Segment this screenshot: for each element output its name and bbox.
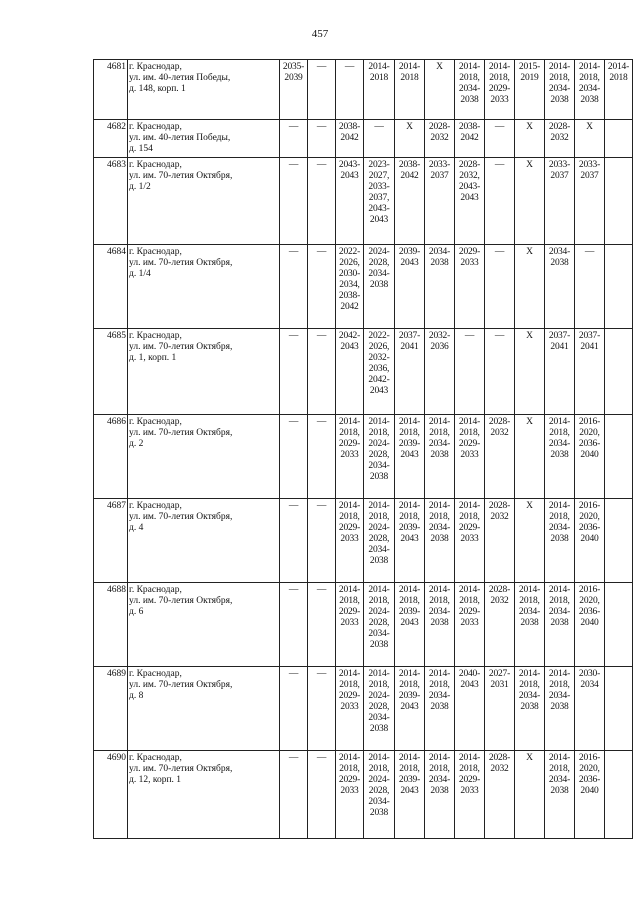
period-cell	[605, 751, 633, 839]
table-row	[94, 415, 633, 499]
period-cell: 2014- 2018, 2034- 2038	[545, 751, 575, 839]
row-id-cell: 4686	[94, 415, 128, 499]
table-row	[94, 120, 633, 158]
period-cell: 2014- 2018, 2034- 2038	[545, 415, 575, 499]
period-cell: 2034- 2038	[425, 245, 455, 329]
period-cell: 2037- 2041	[545, 329, 575, 415]
period-cell: —	[455, 329, 485, 415]
address-cell: г. Краснодар, ул. им. 70-летия Октября, д. 8	[128, 667, 280, 751]
row-id-cell: 4685	[94, 329, 128, 415]
row-id-cell: 4689	[94, 667, 128, 751]
period-cell: —	[280, 583, 308, 667]
period-cell: 2014- 2018, 2039- 2043	[395, 583, 425, 667]
period-cell: —	[280, 329, 308, 415]
row-id-cell: 4682	[94, 120, 128, 158]
period-cell: —	[485, 120, 515, 158]
period-cell: X	[515, 120, 545, 158]
address-cell: г. Краснодар, ул. им. 70-летия Октября, д. 1/2	[128, 158, 280, 245]
period-cell: 2014- 2018, 2029- 2033	[336, 415, 364, 499]
period-cell: X	[425, 60, 455, 120]
period-cell: 2028- 2032	[485, 751, 515, 839]
period-cell: —	[575, 245, 605, 329]
period-cell: 2014- 2018, 2029- 2033	[455, 583, 485, 667]
table-row	[94, 751, 633, 839]
period-cell: —	[308, 120, 336, 158]
period-cell: 2023- 2027, 2033- 2037, 2043- 2043	[364, 158, 395, 245]
period-cell: 2014- 2018, 2034- 2038	[425, 415, 455, 499]
period-cell: —	[308, 415, 336, 499]
row-id-cell: 4687	[94, 499, 128, 583]
register-table	[93, 59, 633, 839]
period-cell: 2014- 2018, 2034- 2038	[455, 60, 485, 120]
period-cell: 2014- 2018, 2024- 2028, 2034- 2038	[364, 751, 395, 839]
period-cell: 2016- 2020, 2036- 2040	[575, 751, 605, 839]
period-cell: 2014- 2018, 2034- 2038	[425, 499, 455, 583]
period-cell: 2014- 2018, 2029- 2033	[336, 499, 364, 583]
period-cell: —	[308, 499, 336, 583]
period-cell: —	[280, 751, 308, 839]
period-cell: 2014- 2018, 2029- 2033	[455, 751, 485, 839]
address-cell: г. Краснодар, ул. им. 70-летия Октября, д. 1, корп. 1	[128, 329, 280, 415]
row-id-cell: 4688	[94, 583, 128, 667]
table-row	[94, 158, 633, 245]
period-cell	[605, 499, 633, 583]
period-cell: 2014- 2018, 2029- 2033	[336, 751, 364, 839]
period-cell: X	[515, 329, 545, 415]
period-cell: 2014- 2018, 2034- 2038	[545, 583, 575, 667]
period-cell: 2038- 2042	[395, 158, 425, 245]
period-cell: —	[308, 245, 336, 329]
period-cell: 2042- 2043	[336, 329, 364, 415]
period-cell: 2033- 2037	[575, 158, 605, 245]
period-cell: X	[515, 245, 545, 329]
period-cell: —	[308, 751, 336, 839]
row-id-cell: 4683	[94, 158, 128, 245]
period-cell: —	[280, 245, 308, 329]
period-cell	[605, 245, 633, 329]
table-row	[94, 245, 633, 329]
period-cell: 2016- 2020, 2036- 2040	[575, 583, 605, 667]
table-row	[94, 60, 633, 120]
period-cell: 2014- 2018, 2024- 2028, 2034- 2038	[364, 499, 395, 583]
period-cell: 2014- 2018, 2034- 2038	[425, 667, 455, 751]
period-cell: X	[515, 751, 545, 839]
period-cell: 2016- 2020, 2036- 2040	[575, 499, 605, 583]
period-cell: 2035- 2039	[280, 60, 308, 120]
table-row	[94, 329, 633, 415]
period-cell: 2037- 2041	[575, 329, 605, 415]
address-cell: г. Краснодар, ул. им. 70-летия Октября, д. 4	[128, 499, 280, 583]
period-cell: 2014- 2018, 2024- 2028, 2034- 2038	[364, 415, 395, 499]
period-cell: —	[485, 158, 515, 245]
period-cell: 2014- 2018, 2034- 2038	[425, 751, 455, 839]
period-cell: —	[280, 120, 308, 158]
period-cell: 2038- 2042	[336, 120, 364, 158]
period-cell	[605, 120, 633, 158]
period-cell: 2014- 2018, 2034- 2038	[515, 583, 545, 667]
period-cell: 2014- 2018, 2029- 2033	[455, 499, 485, 583]
period-cell: —	[280, 415, 308, 499]
period-cell: 2039- 2043	[395, 245, 425, 329]
period-cell: 2014- 2018, 2034- 2038	[515, 667, 545, 751]
table-row	[94, 499, 633, 583]
row-id-cell: 4681	[94, 60, 128, 120]
period-cell: X	[515, 499, 545, 583]
table-row	[94, 583, 633, 667]
period-cell: 2014- 2018, 2034- 2038	[575, 60, 605, 120]
period-cell: —	[485, 245, 515, 329]
period-cell: 2014- 2018	[605, 60, 633, 120]
period-cell: 2027- 2031	[485, 667, 515, 751]
period-cell: 2029- 2033	[455, 245, 485, 329]
page-number: 457	[311, 28, 329, 40]
period-cell: 2014- 2018, 2029- 2033	[455, 415, 485, 499]
period-cell: 2024- 2028, 2034- 2038	[364, 245, 395, 329]
period-cell: 2028- 2032	[425, 120, 455, 158]
period-cell: 2014- 2018, 2024- 2028, 2034- 2038	[364, 583, 395, 667]
period-cell: 2032- 2036	[425, 329, 455, 415]
period-cell: 2028- 2032	[485, 499, 515, 583]
period-cell: —	[308, 158, 336, 245]
address-cell: г. Краснодар, ул. им. 70-летия Октября, д. 6	[128, 583, 280, 667]
address-cell: г. Краснодар, ул. им. 70-летия Октября, д. 1/4	[128, 245, 280, 329]
period-cell: 2022- 2026, 2030- 2034, 2038- 2042	[336, 245, 364, 329]
period-cell: 2014- 2018, 2034- 2038	[425, 583, 455, 667]
period-cell	[605, 415, 633, 499]
period-cell: 2014- 2018, 2034- 2038	[545, 667, 575, 751]
period-cell: 2033- 2037	[425, 158, 455, 245]
period-cell: X	[575, 120, 605, 158]
period-cell: 2015- 2019	[515, 60, 545, 120]
period-cell: 2014- 2018, 2034- 2038	[545, 499, 575, 583]
period-cell: 2014- 2018, 2039- 2043	[395, 751, 425, 839]
period-cell: 2043- 2043	[336, 158, 364, 245]
period-cell: 2014- 2018, 2024- 2028, 2034- 2038	[364, 667, 395, 751]
period-cell: 2038- 2042	[455, 120, 485, 158]
address-cell: г. Краснодар, ул. им. 40-летия Победы, д. 148, корп. 1	[128, 60, 280, 120]
period-cell: 2022- 2026, 2032- 2036, 2042- 2043	[364, 329, 395, 415]
period-cell: 2037- 2041	[395, 329, 425, 415]
period-cell: 2014- 2018, 2039- 2043	[395, 667, 425, 751]
period-cell: 2028- 2032	[485, 415, 515, 499]
period-cell: 2014- 2018	[364, 60, 395, 120]
period-cell: 2014- 2018	[395, 60, 425, 120]
period-cell	[605, 329, 633, 415]
period-cell: —	[280, 499, 308, 583]
address-cell: г. Краснодар, ул. им. 70-летия Октября, д. 2	[128, 415, 280, 499]
address-cell: г. Краснодар, ул. им. 70-летия Октября, д. 12, корп. 1	[128, 751, 280, 839]
period-cell: 2014- 2018, 2039- 2043	[395, 415, 425, 499]
period-cell: 2030- 2034	[575, 667, 605, 751]
period-cell: —	[485, 329, 515, 415]
period-cell: —	[280, 667, 308, 751]
period-cell: —	[308, 583, 336, 667]
period-cell: 2016- 2020, 2036- 2040	[575, 415, 605, 499]
period-cell	[605, 583, 633, 667]
period-cell: 2034- 2038	[545, 245, 575, 329]
row-id-cell: 4690	[94, 751, 128, 839]
period-cell: X	[515, 158, 545, 245]
period-cell: 2040- 2043	[455, 667, 485, 751]
period-cell: 2014- 2018, 2039- 2043	[395, 499, 425, 583]
period-cell: —	[308, 667, 336, 751]
period-cell	[605, 667, 633, 751]
period-cell: 2028- 2032	[485, 583, 515, 667]
period-cell	[605, 158, 633, 245]
period-cell: 2028- 2032, 2043- 2043	[455, 158, 485, 245]
address-cell: г. Краснодар, ул. им. 40-летия Победы, д. 154	[128, 120, 280, 158]
row-id-cell: 4684	[94, 245, 128, 329]
period-cell: —	[308, 60, 336, 120]
period-cell: 2014- 2018, 2034- 2038	[545, 60, 575, 120]
period-cell: 2014- 2018, 2029- 2033	[336, 583, 364, 667]
table-row	[94, 667, 633, 751]
period-cell: —	[336, 60, 364, 120]
period-cell: 2014- 2018, 2029- 2033	[485, 60, 515, 120]
period-cell: —	[308, 329, 336, 415]
period-cell: X	[515, 415, 545, 499]
period-cell: —	[280, 158, 308, 245]
period-cell: —	[364, 120, 395, 158]
period-cell: 2028- 2032	[545, 120, 575, 158]
period-cell: 2033- 2037	[545, 158, 575, 245]
period-cell: X	[395, 120, 425, 158]
period-cell: 2014- 2018, 2029- 2033	[336, 667, 364, 751]
